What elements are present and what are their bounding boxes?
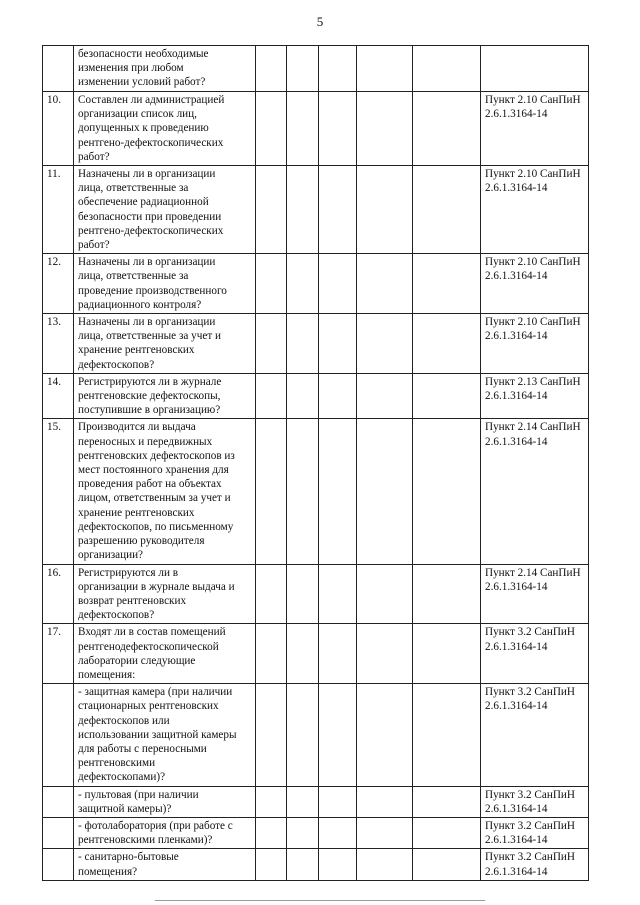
answer-cell [319, 817, 357, 848]
answer-cell [357, 849, 413, 880]
question-text: - фотолаборатория (при работе с рентгеновскими пленками)? [74, 817, 256, 848]
answer-cell [319, 314, 357, 374]
table-row [43, 254, 589, 314]
answer-cell [319, 166, 357, 254]
question-text: Входят ли в состав помещений рентгенодефектоскопической лаборатории следующие помещения: [74, 624, 256, 684]
answer-cell [357, 314, 413, 374]
answer-cell [256, 684, 287, 786]
answer-cell [256, 373, 287, 419]
answer-cell [357, 684, 413, 786]
answer-cell [256, 254, 287, 314]
answer-cell [287, 684, 319, 786]
regulation-reference: Пункт 2.14 СанПиН 2.6.1.3164-14 [481, 564, 589, 624]
answer-cell [319, 684, 357, 786]
answer-cell [287, 786, 319, 817]
answer-cell [413, 373, 481, 419]
table-row [43, 817, 589, 848]
question-text: Назначены ли в организации лица, ответственные за обеспечение радиационной безопасности при проведении рентгено-дефектоскопических работ? [74, 166, 256, 254]
answer-cell [287, 817, 319, 848]
answer-cell [256, 624, 287, 684]
table-row [43, 564, 589, 624]
question-text: Регистрируются ли в журнале рентгеновские дефектоскопы, поступившие в организацию? [74, 373, 256, 419]
answer-cell [413, 46, 481, 92]
question-text: Назначены ли в организации лица, ответственные за проведение производственного радиационного контроля? [74, 254, 256, 314]
answer-cell [256, 92, 287, 166]
answer-cell [256, 817, 287, 848]
answer-cell [413, 786, 481, 817]
item-number [43, 46, 74, 92]
answer-cell [256, 786, 287, 817]
answer-cell [413, 166, 481, 254]
table-row [43, 92, 589, 166]
table-row [43, 166, 589, 254]
regulation-reference: Пункт 2.13 СанПиН 2.6.1.3164-14 [481, 373, 589, 419]
answer-cell [413, 684, 481, 786]
regulation-reference: Пункт 2.10 СанПиН 2.6.1.3164-14 [481, 166, 589, 254]
item-number: 14. [43, 373, 74, 419]
answer-cell [319, 849, 357, 880]
answer-cell [256, 564, 287, 624]
answer-cell [319, 564, 357, 624]
answer-cell [319, 624, 357, 684]
page-number: 5 [316, 14, 324, 29]
question-text: Регистрируются ли в организации в журнале выдача и возврат рентгеновских дефектоскопов? [74, 564, 256, 624]
answer-cell [413, 92, 481, 166]
question-text: - пультовая (при наличии защитной камеры)? [74, 786, 256, 817]
bottom-divider [155, 900, 485, 901]
answer-cell [287, 46, 319, 92]
answer-cell [413, 254, 481, 314]
item-number: 17. [43, 624, 74, 684]
answer-cell [357, 373, 413, 419]
table-row [43, 46, 589, 92]
answer-cell [287, 419, 319, 564]
answer-cell [413, 624, 481, 684]
answer-cell [357, 624, 413, 684]
item-number [43, 786, 74, 817]
answer-cell [413, 419, 481, 564]
answer-cell [256, 419, 287, 564]
checklist-body [43, 46, 589, 881]
question-text: Назначены ли в организации лица, ответственные за учет и хранение рентгеновских дефектоскопов? [74, 314, 256, 374]
table-row [43, 624, 589, 684]
item-number: 15. [43, 419, 74, 564]
regulation-reference: Пункт 2.10 СанПиН 2.6.1.3164-14 [481, 314, 589, 374]
answer-cell [287, 314, 319, 374]
answer-cell [256, 166, 287, 254]
answer-cell [287, 92, 319, 166]
answer-cell [256, 46, 287, 92]
item-number: 16. [43, 564, 74, 624]
table-row [43, 786, 589, 817]
question-text: - защитная камера (при наличии стационарных рентгеновских дефектоскопов или использовании защитной камеры для работы с переносными рентгеновскими дефектоскопами)? [74, 684, 256, 786]
checklist-table [42, 45, 589, 881]
regulation-reference: Пункт 3.2 СанПиН 2.6.1.3164-14 [481, 624, 589, 684]
table-row [43, 849, 589, 880]
answer-cell [357, 564, 413, 624]
item-number [43, 817, 74, 848]
answer-cell [319, 46, 357, 92]
regulation-reference: Пункт 3.2 СанПиН 2.6.1.3164-14 [481, 684, 589, 786]
question-text: - санитарно-бытовые помещения? [74, 849, 256, 880]
answer-cell [413, 564, 481, 624]
table-row [43, 419, 589, 564]
regulation-reference: Пункт 2.14 СанПиН 2.6.1.3164-14 [481, 419, 589, 564]
question-text: Производится ли выдача переносных и передвижных рентгеновских дефектоскопов из мест постоянного хранения для проведения работ на объектах лицом, ответственным за учет и хранение рентгеновских дефектоскопов, по письменному разрешению руководителя организации? [74, 419, 256, 564]
answer-cell [357, 817, 413, 848]
regulation-reference: Пункт 2.10 СанПиН 2.6.1.3164-14 [481, 254, 589, 314]
answer-cell [256, 314, 287, 374]
answer-cell [319, 419, 357, 564]
answer-cell [287, 849, 319, 880]
answer-cell [287, 624, 319, 684]
answer-cell [413, 817, 481, 848]
answer-cell [287, 373, 319, 419]
answer-cell [287, 564, 319, 624]
answer-cell [413, 849, 481, 880]
regulation-reference: Пункт 3.2 СанПиН 2.6.1.3164-14 [481, 817, 589, 848]
regulation-reference: Пункт 3.2 СанПиН 2.6.1.3164-14 [481, 849, 589, 880]
answer-cell [319, 92, 357, 166]
answer-cell [287, 166, 319, 254]
answer-cell [357, 786, 413, 817]
answer-cell [319, 786, 357, 817]
regulation-reference: Пункт 2.10 СанПиН 2.6.1.3164-14 [481, 92, 589, 166]
answer-cell [319, 373, 357, 419]
question-text: безопасности необходимые изменения при любом изменении условий работ? [74, 46, 256, 92]
answer-cell [319, 254, 357, 314]
question-text: Составлен ли администрацией организации список лиц, допущенных к проведению рентгено-дефектоскопических работ? [74, 92, 256, 166]
regulation-reference: Пункт 3.2 СанПиН 2.6.1.3164-14 [481, 786, 589, 817]
answer-cell [357, 419, 413, 564]
item-number: 13. [43, 314, 74, 374]
item-number [43, 849, 74, 880]
answer-cell [357, 92, 413, 166]
item-number: 12. [43, 254, 74, 314]
item-number [43, 684, 74, 786]
table-row [43, 373, 589, 419]
answer-cell [357, 166, 413, 254]
item-number: 10. [43, 92, 74, 166]
table-row [43, 684, 589, 786]
answer-cell [357, 46, 413, 92]
regulation-reference [481, 46, 589, 92]
answer-cell [413, 314, 481, 374]
item-number: 11. [43, 166, 74, 254]
answer-cell [256, 849, 287, 880]
answer-cell [357, 254, 413, 314]
table-row [43, 314, 589, 374]
answer-cell [287, 254, 319, 314]
